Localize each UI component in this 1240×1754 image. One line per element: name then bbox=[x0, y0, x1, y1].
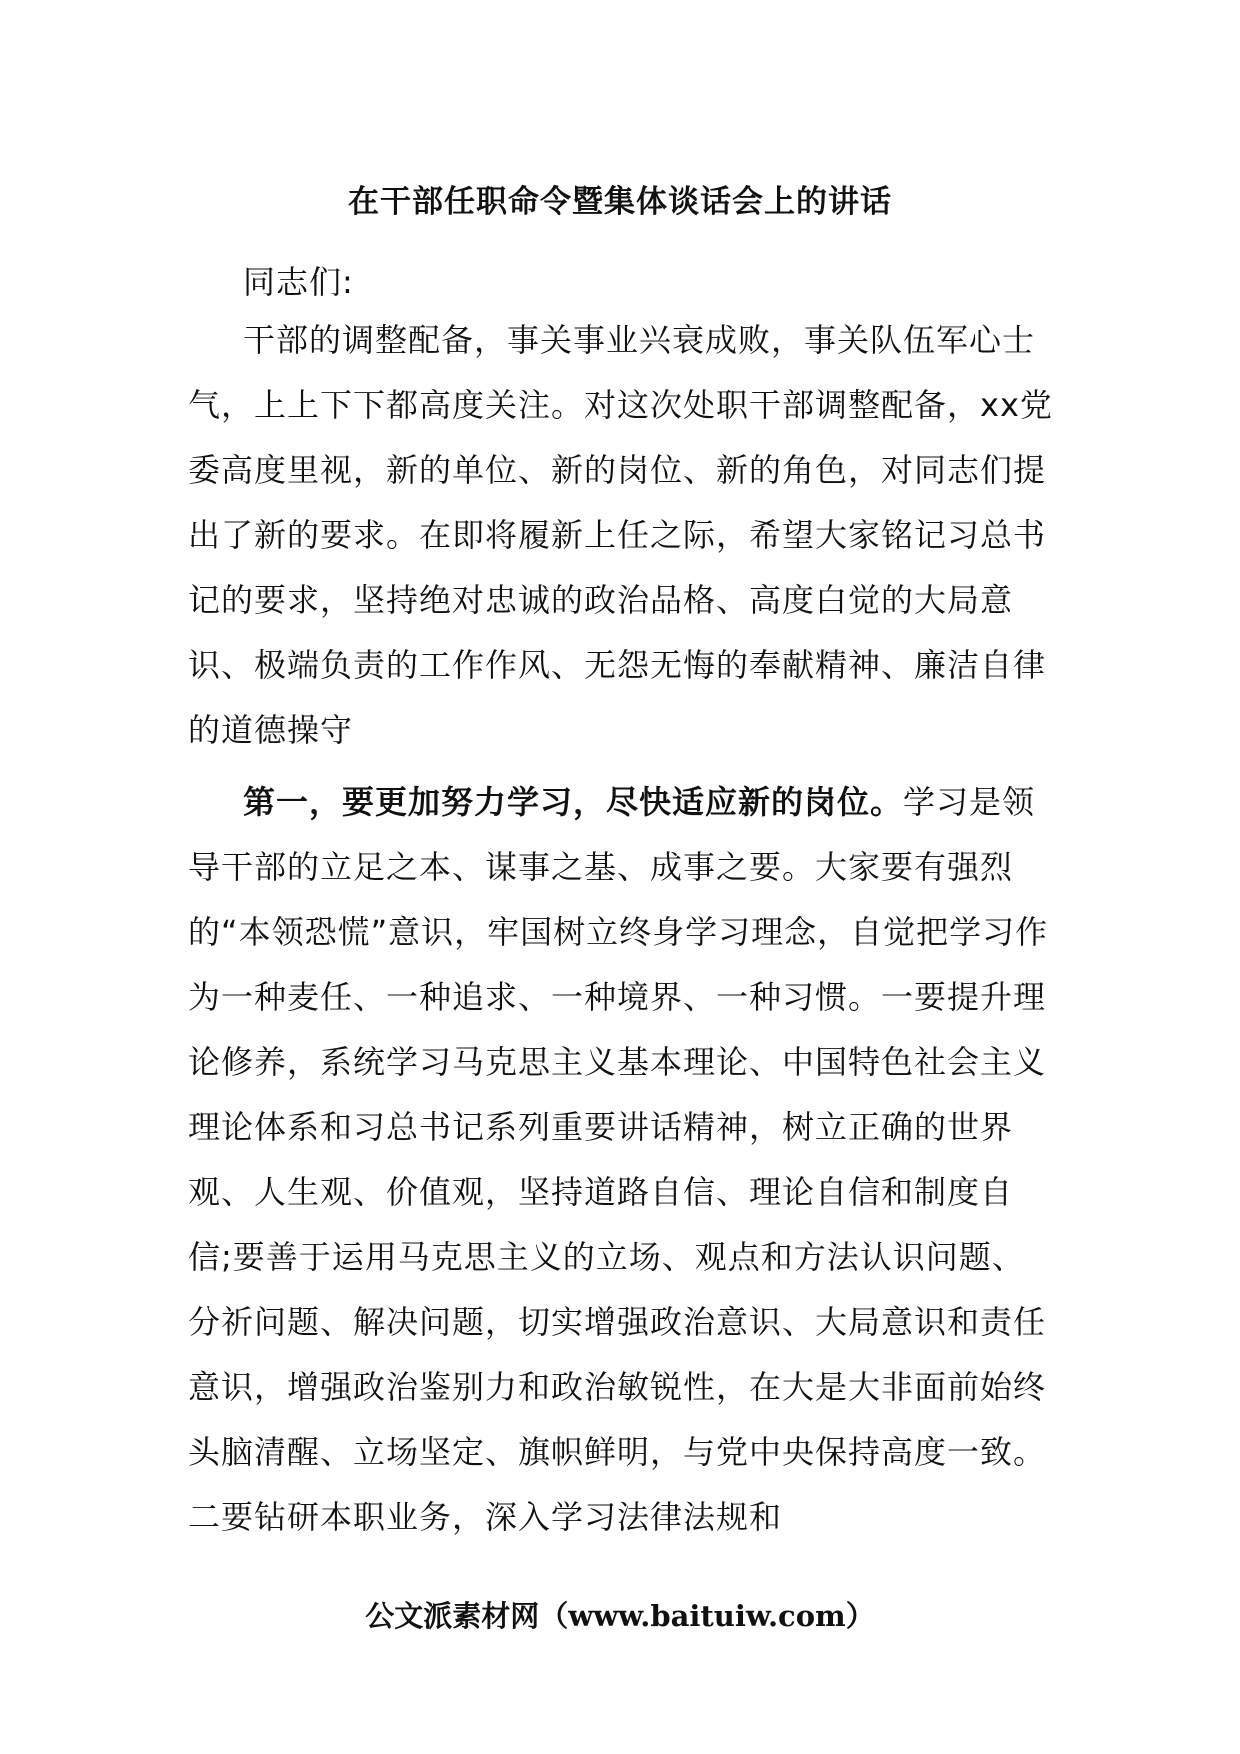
paragraph-1 bbox=[188, 308, 1054, 763]
paragraph-2-content bbox=[188, 770, 1054, 1550]
paragraph-1-text: 干部的调整配备，事关事业兴衰成败，事关队伍军心士气，上上下下都高度关注。对这次处职干部调整配备，xx党委高度里视，新的单位、新的岗位、新的角色，对同志们提出了新的要求。在即将履新上任之际，希望大家铭记习总书记的要求，坚持绝对忠诚的政治品格、高度白觉的大局意识、极端负责的工作作风、无怨无悔的奉献精神、廉洁自律的道德操守 bbox=[188, 321, 1053, 749]
document-title: 在干部任职命令暨集体谈话会上的讲话 bbox=[348, 184, 892, 220]
paragraph-2-text: 学习是领导干部的立足之本、谋事之基、成事之要。大家要有强烈的“本领恐慌”意识，牢国树立终身学习理念，自觉把学习作为一种麦任、一种追求、一种境界、一种习惯。一要提升理论修养，系统学习马克思主义基本理论、中国特色社会主义理论体系和习总书记系列重要讲话精神，树立正确的世界观、人生观、价值观，坚持道路自信、理论自信和制度自信;要善于运用马克思主义的立场、观点和方法认识问题、分祈问题、解决问题，切实增强政治意识、大局意识和责任意识，增强政治鉴别力和政治敏锐性，在大是大非面前始终头脑清醒、立场坚定、旗帜鲜明，与党中央保持高度一致。二要钻研本职业务，深入学习法律法规和 bbox=[188, 783, 1049, 1536]
footer-watermark: 公文派素材网（www.baituiw.com） bbox=[365, 1599, 875, 1633]
paragraph-2-lead: 第一，要更加努力学习，尽快适应新的岗位。 bbox=[243, 783, 904, 821]
salutation: 同志们: bbox=[243, 263, 354, 301]
paragraph-2 bbox=[188, 770, 1054, 1550]
